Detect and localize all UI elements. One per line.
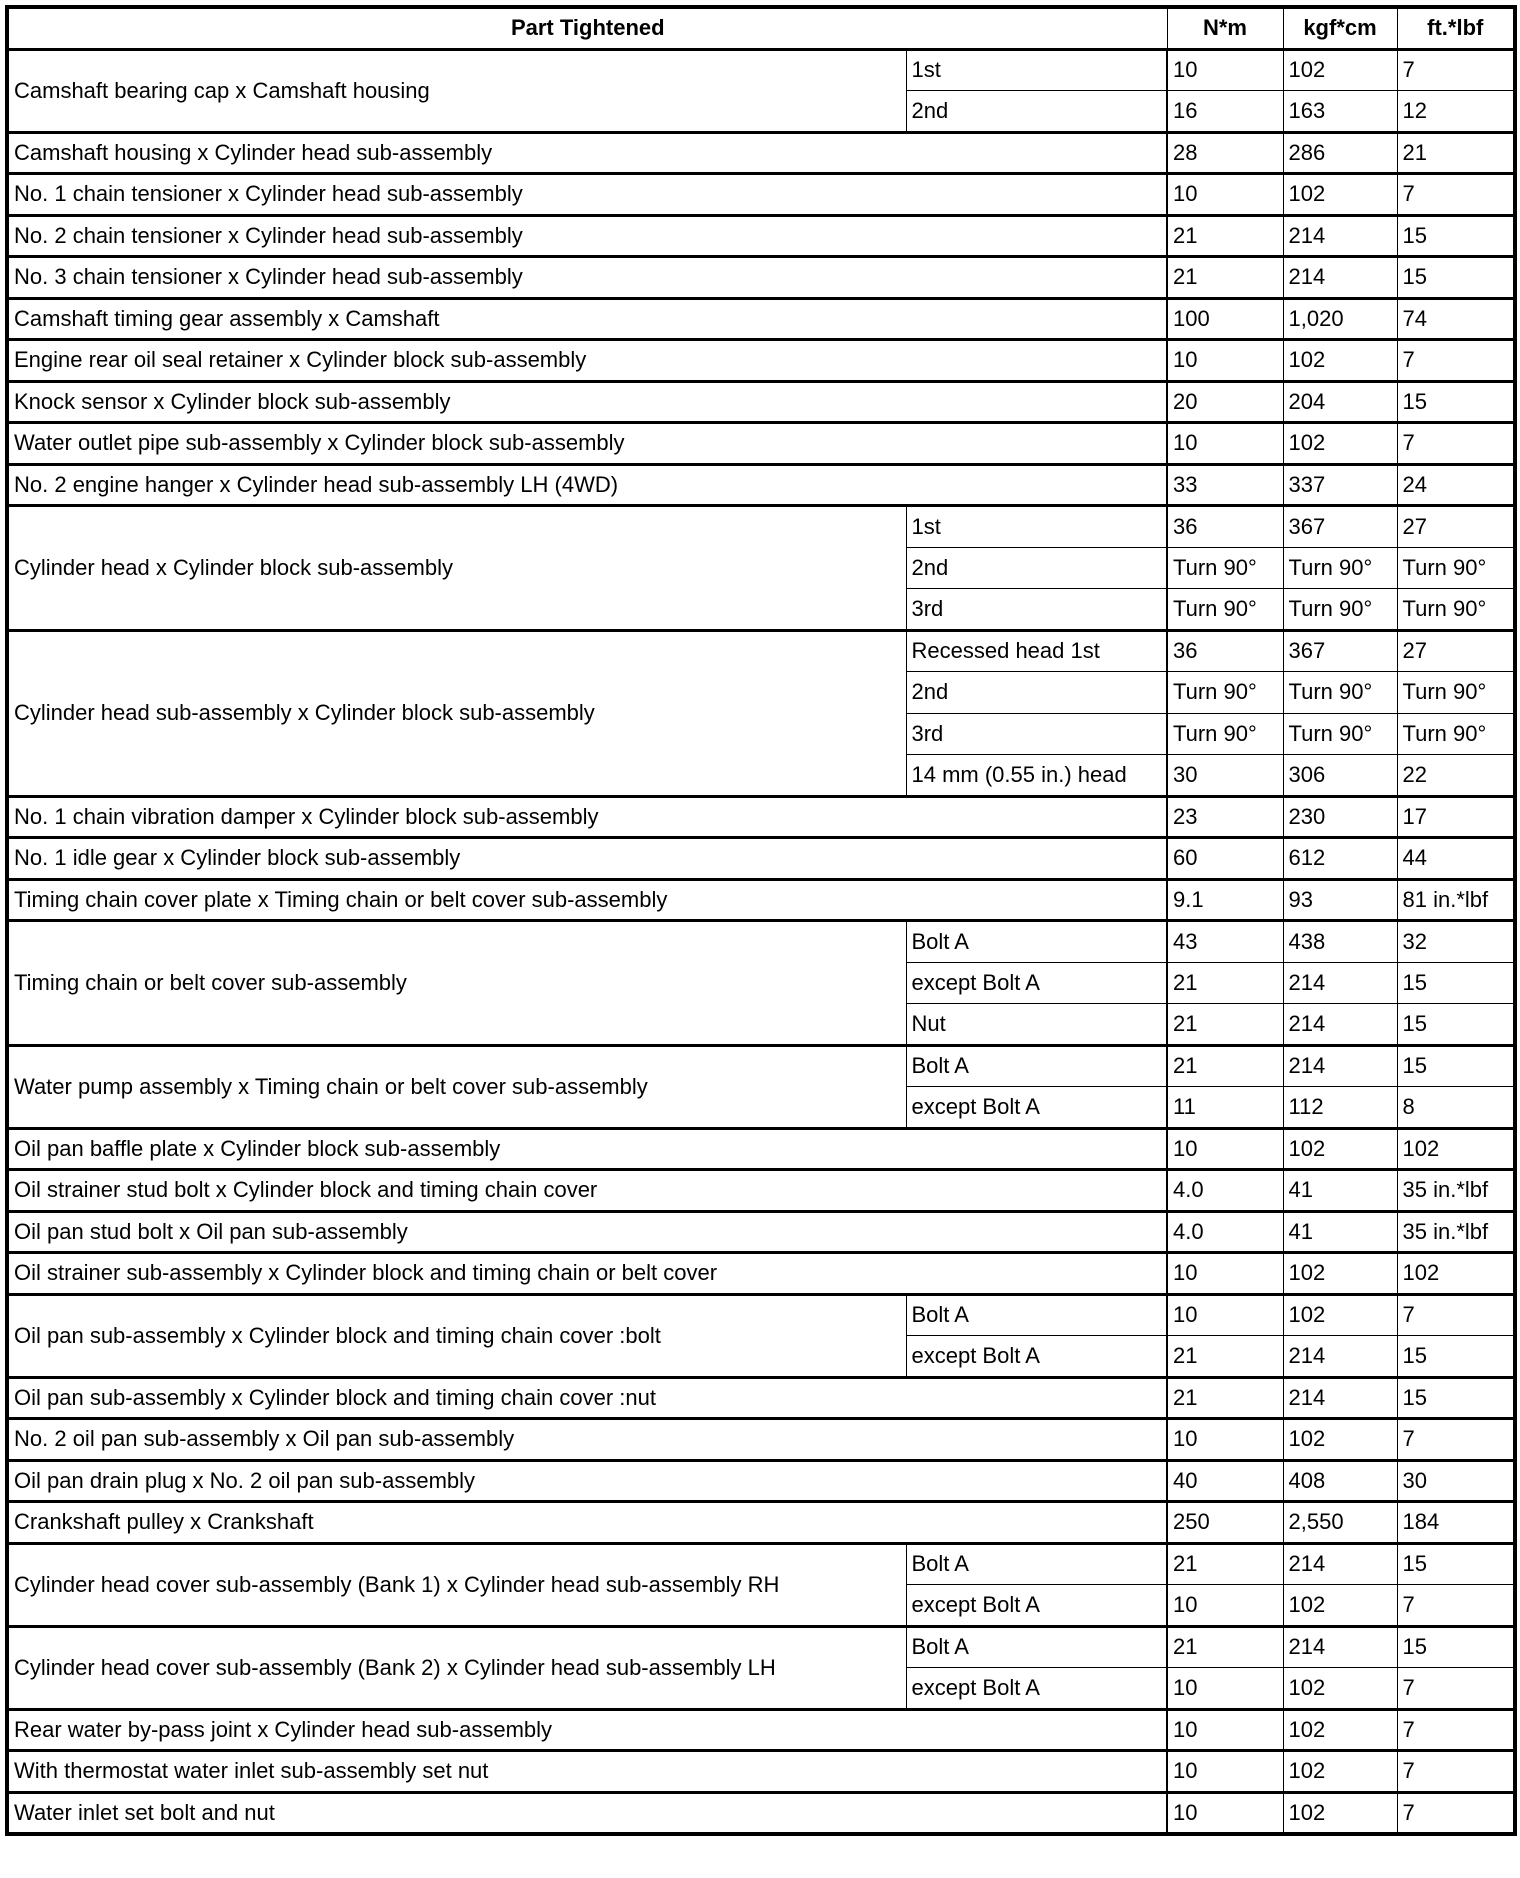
table-body (7, 49, 1515, 1834)
table-row (7, 1460, 1515, 1502)
torque-kgf: 102 (1283, 1419, 1397, 1461)
header-kgf: kgf*cm (1283, 7, 1397, 49)
torque-nm: 28 (1167, 132, 1283, 174)
table-row (7, 298, 1515, 340)
torque-ft: 44 (1397, 838, 1515, 880)
table-row (7, 381, 1515, 423)
torque-kgf: 337 (1283, 464, 1397, 506)
table-row (7, 49, 1515, 91)
step-label: Recessed head 1st (906, 630, 1167, 672)
part-name: No. 1 chain vibration damper x Cylinder block sub-assembly (7, 796, 1167, 838)
step-label: 1st (906, 49, 1167, 91)
part-name: Rear water by-pass joint x Cylinder head sub-assembly (7, 1709, 1167, 1751)
torque-ft: 35 in.*lbf (1397, 1170, 1515, 1212)
torque-ft: 184 (1397, 1502, 1515, 1544)
torque-ft: 15 (1397, 1543, 1515, 1585)
torque-kgf: 102 (1283, 1709, 1397, 1751)
part-name: No. 1 chain tensioner x Cylinder head sub-assembly (7, 174, 1167, 216)
step-label: Bolt A (906, 1543, 1167, 1585)
table-row (7, 1792, 1515, 1834)
torque-kgf: 214 (1283, 257, 1397, 299)
part-name: With thermostat water inlet sub-assembly set nut (7, 1751, 1167, 1793)
torque-kgf: 214 (1283, 1543, 1397, 1585)
table-row (7, 1294, 1515, 1336)
part-name: Knock sensor x Cylinder block sub-assembly (7, 381, 1167, 423)
part-name: Oil pan stud bolt x Oil pan sub-assembly (7, 1211, 1167, 1253)
torque-nm: Turn 90° (1167, 672, 1283, 714)
step-label: 2nd (906, 547, 1167, 589)
part-name: Oil pan baffle plate x Cylinder block sub-assembly (7, 1128, 1167, 1170)
table-row (7, 506, 1515, 548)
table-row (7, 1253, 1515, 1295)
torque-kgf: Turn 90° (1283, 672, 1397, 714)
torque-nm: 11 (1167, 1087, 1283, 1129)
torque-kgf: 102 (1283, 1585, 1397, 1627)
part-name: Timing chain cover plate x Timing chain or belt cover sub-assembly (7, 879, 1167, 921)
torque-nm: 21 (1167, 1626, 1283, 1668)
part-name: Cylinder head cover sub-assembly (Bank 2) x Cylinder head sub-assembly LH (7, 1626, 906, 1709)
torque-ft: Turn 90° (1397, 589, 1515, 631)
torque-nm: 10 (1167, 49, 1283, 91)
torque-nm: 21 (1167, 1004, 1283, 1046)
torque-spec-table (5, 5, 1517, 1836)
table-row (7, 838, 1515, 880)
torque-kgf: 214 (1283, 215, 1397, 257)
torque-ft: 7 (1397, 174, 1515, 216)
torque-ft: 15 (1397, 1045, 1515, 1087)
torque-ft: Turn 90° (1397, 672, 1515, 714)
torque-kgf: 41 (1283, 1170, 1397, 1212)
torque-ft: 15 (1397, 1004, 1515, 1046)
step-label: Bolt A (906, 921, 1167, 963)
part-name: Water inlet set bolt and nut (7, 1792, 1167, 1834)
table-row (7, 1128, 1515, 1170)
torque-kgf: 102 (1283, 1751, 1397, 1793)
torque-kgf: 163 (1283, 91, 1397, 133)
step-label: 1st (906, 506, 1167, 548)
torque-nm: 21 (1167, 1377, 1283, 1419)
torque-nm: 10 (1167, 1128, 1283, 1170)
table-row (7, 1211, 1515, 1253)
part-name: Oil strainer stud bolt x Cylinder block and timing chain cover (7, 1170, 1167, 1212)
torque-nm: 43 (1167, 921, 1283, 963)
step-label: except Bolt A (906, 1336, 1167, 1378)
torque-nm: 4.0 (1167, 1170, 1283, 1212)
torque-ft: 7 (1397, 1668, 1515, 1710)
torque-nm: 40 (1167, 1460, 1283, 1502)
torque-ft: 15 (1397, 1626, 1515, 1668)
torque-kgf: 2,550 (1283, 1502, 1397, 1544)
torque-ft: 7 (1397, 1751, 1515, 1793)
torque-ft: Turn 90° (1397, 547, 1515, 589)
table-row (7, 257, 1515, 299)
step-label: 3rd (906, 713, 1167, 755)
part-name: Camshaft bearing cap x Camshaft housing (7, 49, 906, 132)
torque-ft: 7 (1397, 340, 1515, 382)
table-row (7, 1626, 1515, 1668)
part-name: No. 3 chain tensioner x Cylinder head sub-assembly (7, 257, 1167, 299)
table-row (7, 174, 1515, 216)
torque-ft: 15 (1397, 257, 1515, 299)
table-row (7, 1543, 1515, 1585)
torque-kgf: 408 (1283, 1460, 1397, 1502)
torque-kgf: 102 (1283, 174, 1397, 216)
torque-nm: 250 (1167, 1502, 1283, 1544)
torque-ft: 32 (1397, 921, 1515, 963)
torque-kgf: 112 (1283, 1087, 1397, 1129)
part-name: Oil pan sub-assembly x Cylinder block and timing chain cover :bolt (7, 1294, 906, 1377)
step-label: Nut (906, 1004, 1167, 1046)
torque-ft: 7 (1397, 1585, 1515, 1627)
part-name: Oil strainer sub-assembly x Cylinder block and timing chain or belt cover (7, 1253, 1167, 1295)
torque-ft: 27 (1397, 506, 1515, 548)
torque-kgf: 306 (1283, 755, 1397, 797)
torque-nm: 21 (1167, 1045, 1283, 1087)
torque-nm: 21 (1167, 1336, 1283, 1378)
torque-ft: 15 (1397, 1336, 1515, 1378)
torque-nm: 9.1 (1167, 879, 1283, 921)
torque-ft: 15 (1397, 215, 1515, 257)
torque-nm: 21 (1167, 1543, 1283, 1585)
torque-nm: 10 (1167, 1709, 1283, 1751)
torque-kgf: 102 (1283, 1668, 1397, 1710)
step-label: 2nd (906, 91, 1167, 133)
torque-ft: 24 (1397, 464, 1515, 506)
table-row (7, 879, 1515, 921)
torque-nm: 36 (1167, 506, 1283, 548)
torque-nm: 10 (1167, 340, 1283, 382)
torque-nm: 36 (1167, 630, 1283, 672)
torque-kgf: Turn 90° (1283, 547, 1397, 589)
table-row (7, 464, 1515, 506)
torque-kgf: 286 (1283, 132, 1397, 174)
torque-nm: Turn 90° (1167, 713, 1283, 755)
torque-nm: 23 (1167, 796, 1283, 838)
step-label: 3rd (906, 589, 1167, 631)
table-row (7, 132, 1515, 174)
part-name: Timing chain or belt cover sub-assembly (7, 921, 906, 1046)
part-name: Water outlet pipe sub-assembly x Cylinder block sub-assembly (7, 423, 1167, 465)
torque-kgf: 214 (1283, 1377, 1397, 1419)
torque-ft: 7 (1397, 1709, 1515, 1751)
torque-ft: 17 (1397, 796, 1515, 838)
torque-nm: 33 (1167, 464, 1283, 506)
torque-ft: 102 (1397, 1128, 1515, 1170)
part-name: Engine rear oil seal retainer x Cylinder block sub-assembly (7, 340, 1167, 382)
part-name: Cylinder head sub-assembly x Cylinder block sub-assembly (7, 630, 906, 796)
torque-nm: 21 (1167, 962, 1283, 1004)
table-row (7, 1170, 1515, 1212)
torque-ft: 15 (1397, 381, 1515, 423)
torque-kgf: 102 (1283, 1792, 1397, 1834)
torque-nm: 10 (1167, 1585, 1283, 1627)
torque-nm: 10 (1167, 1751, 1283, 1793)
torque-ft: 7 (1397, 1419, 1515, 1461)
header-row (7, 7, 1515, 49)
torque-nm: 10 (1167, 174, 1283, 216)
torque-nm: Turn 90° (1167, 589, 1283, 631)
torque-ft: 30 (1397, 1460, 1515, 1502)
step-label: Bolt A (906, 1294, 1167, 1336)
torque-kgf: 230 (1283, 796, 1397, 838)
step-label: except Bolt A (906, 1585, 1167, 1627)
torque-kgf: 41 (1283, 1211, 1397, 1253)
part-name: No. 2 oil pan sub-assembly x Oil pan sub-assembly (7, 1419, 1167, 1461)
table-row (7, 630, 1515, 672)
step-label: except Bolt A (906, 962, 1167, 1004)
torque-kgf: 214 (1283, 1004, 1397, 1046)
header-nm: N*m (1167, 7, 1283, 49)
table-row (7, 921, 1515, 963)
table-row (7, 796, 1515, 838)
table-row (7, 1502, 1515, 1544)
step-label: except Bolt A (906, 1668, 1167, 1710)
torque-kgf: 367 (1283, 630, 1397, 672)
torque-ft: 7 (1397, 423, 1515, 465)
torque-kgf: 214 (1283, 962, 1397, 1004)
torque-kgf: 214 (1283, 1626, 1397, 1668)
torque-ft: 74 (1397, 298, 1515, 340)
table-row (7, 1709, 1515, 1751)
torque-nm: 100 (1167, 298, 1283, 340)
torque-ft: 22 (1397, 755, 1515, 797)
table-row (7, 423, 1515, 465)
torque-kgf: 102 (1283, 423, 1397, 465)
torque-nm: 20 (1167, 381, 1283, 423)
part-name: No. 1 idle gear x Cylinder block sub-assembly (7, 838, 1167, 880)
torque-nm: 10 (1167, 1419, 1283, 1461)
torque-kgf: 102 (1283, 340, 1397, 382)
step-label: except Bolt A (906, 1087, 1167, 1129)
torque-kgf: 102 (1283, 1294, 1397, 1336)
torque-nm: 10 (1167, 423, 1283, 465)
torque-nm: 21 (1167, 215, 1283, 257)
table-row (7, 1419, 1515, 1461)
torque-nm: 10 (1167, 1792, 1283, 1834)
torque-kgf: 102 (1283, 1128, 1397, 1170)
torque-nm: 10 (1167, 1253, 1283, 1295)
table-row (7, 1045, 1515, 1087)
step-label: 14 mm (0.55 in.) head (906, 755, 1167, 797)
part-name: Crankshaft pulley x Crankshaft (7, 1502, 1167, 1544)
torque-nm: Turn 90° (1167, 547, 1283, 589)
part-name: Cylinder head cover sub-assembly (Bank 1) x Cylinder head sub-assembly RH (7, 1543, 906, 1626)
torque-ft: 7 (1397, 49, 1515, 91)
torque-nm: 10 (1167, 1668, 1283, 1710)
part-name: Oil pan drain plug x No. 2 oil pan sub-assembly (7, 1460, 1167, 1502)
torque-ft: 21 (1397, 132, 1515, 174)
part-name: Oil pan sub-assembly x Cylinder block and timing chain cover :nut (7, 1377, 1167, 1419)
torque-kgf: 1,020 (1283, 298, 1397, 340)
part-name: Camshaft housing x Cylinder head sub-assembly (7, 132, 1167, 174)
torque-ft: 12 (1397, 91, 1515, 133)
torque-nm: 16 (1167, 91, 1283, 133)
torque-nm: 10 (1167, 1294, 1283, 1336)
torque-ft: 15 (1397, 1377, 1515, 1419)
torque-ft: 102 (1397, 1253, 1515, 1295)
part-name: Camshaft timing gear assembly x Camshaft (7, 298, 1167, 340)
torque-kgf: 438 (1283, 921, 1397, 963)
table-row (7, 340, 1515, 382)
torque-nm: 60 (1167, 838, 1283, 880)
step-label: 2nd (906, 672, 1167, 714)
header-ft: ft.*lbf (1397, 7, 1515, 49)
torque-nm: 4.0 (1167, 1211, 1283, 1253)
torque-kgf: 367 (1283, 506, 1397, 548)
torque-kgf: Turn 90° (1283, 713, 1397, 755)
step-label: Bolt A (906, 1045, 1167, 1087)
torque-kgf: 214 (1283, 1336, 1397, 1378)
step-label: Bolt A (906, 1626, 1167, 1668)
torque-ft: 15 (1397, 962, 1515, 1004)
torque-nm: 21 (1167, 257, 1283, 299)
part-name: No. 2 chain tensioner x Cylinder head sub-assembly (7, 215, 1167, 257)
table-row (7, 215, 1515, 257)
header-part: Part Tightened (7, 7, 1167, 49)
torque-ft: 7 (1397, 1294, 1515, 1336)
torque-kgf: Turn 90° (1283, 589, 1397, 631)
torque-kgf: 214 (1283, 1045, 1397, 1087)
torque-kgf: 102 (1283, 49, 1397, 91)
part-name: Cylinder head x Cylinder block sub-assembly (7, 506, 906, 631)
torque-ft: Turn 90° (1397, 713, 1515, 755)
table-row (7, 1377, 1515, 1419)
torque-kgf: 612 (1283, 838, 1397, 880)
table-row (7, 1751, 1515, 1793)
torque-kgf: 93 (1283, 879, 1397, 921)
torque-nm: 30 (1167, 755, 1283, 797)
torque-kgf: 204 (1283, 381, 1397, 423)
torque-kgf: 102 (1283, 1253, 1397, 1295)
torque-ft: 35 in.*lbf (1397, 1211, 1515, 1253)
torque-ft: 8 (1397, 1087, 1515, 1129)
part-name: Water pump assembly x Timing chain or belt cover sub-assembly (7, 1045, 906, 1128)
torque-ft: 7 (1397, 1792, 1515, 1834)
torque-ft: 27 (1397, 630, 1515, 672)
part-name: No. 2 engine hanger x Cylinder head sub-assembly LH (4WD) (7, 464, 1167, 506)
torque-ft: 81 in.*lbf (1397, 879, 1515, 921)
